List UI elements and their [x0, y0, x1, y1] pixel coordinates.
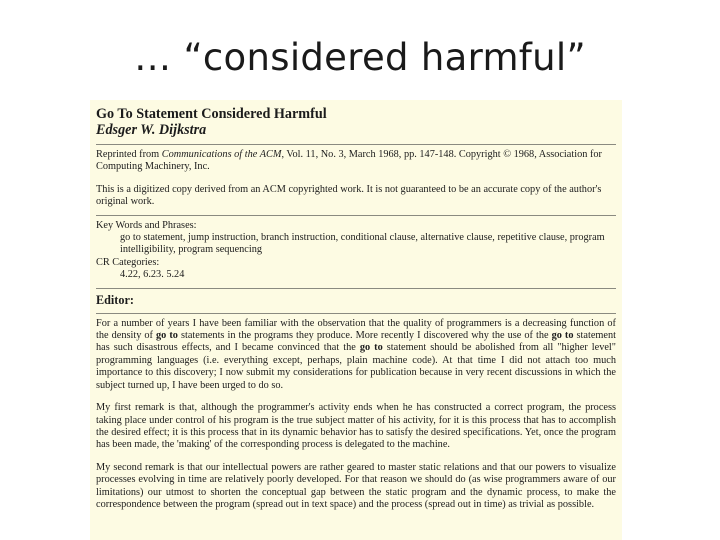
divider — [96, 313, 616, 314]
paragraph-3: My second remark is that our intellectual powers are rather geared to master static relations and that our powers to visualize processes evolving in time are relatively poorly developed. For that reason we should do (as wise programmers aware of our limitations) our utmost to shorten the conceptual gap between the static program and the dynamic process, to make the correspondence between the program (spread out in text space) and the process (spread out in time) as trivial as possible. — [96, 461, 616, 510]
reprint-note — [96, 149, 616, 174]
cr-categories-values: 4.22, 6.23. 5.24 — [120, 269, 185, 281]
divider — [96, 144, 616, 145]
journal-name: Communications of the ACM — [161, 149, 282, 160]
paragraph-1-text-b: statements in the programs they produce. More recently I discovered why the use of the — [177, 330, 552, 342]
keyword-go-to: go to — [551, 330, 574, 342]
keyword-go-to: go to — [156, 330, 178, 342]
reprint-suffix: , Vol. 11, No. 3, March 1968, pp. 147-148. Copyright © 1968, Association for Computing Machinery, Inc. — [96, 149, 602, 173]
paragraph-1-text-c: statement has such disastrous effects, and I became convinced that the — [96, 330, 617, 354]
paragraph-2: My first remark is that, although the programmer's activity ends when he has constructed a correct program, the process taking place under control of his program is the true subject matter of his activity, for it is this process that has to accomplish the desired effect; it is this process that in its dynamic behavior has to satisfy the desired specifications. Yet, once the program has been made, the 'making' of the corresponding process is delegated to the machine. — [96, 402, 616, 451]
paragraph-1-text-d: statement should be abolished from all "higher level" programming languages (i.e. everything except, perhaps, plain machine code). At that time I did not attach too much importance to this discovery; I now submit my considerations for publication because in very recent discussions in which the subject turned up, I have been urged to do so. — [96, 342, 616, 391]
divider — [96, 288, 616, 289]
paper-author: Edsger W. Dijkstra — [96, 122, 207, 138]
keyword-go-to: go to — [359, 342, 383, 354]
cr-categories-label: CR Categories: — [96, 256, 160, 268]
keywords-label: Key Words and Phrases: — [96, 219, 197, 231]
paper-title: Go To Statement Considered Harmful — [96, 106, 327, 122]
paragraph-1-text-a: For a number of years I have been familiar with the observation that the quality of programmers is a decreasing function of the density of — [96, 317, 616, 342]
slide-title: … “considered harmful” — [134, 36, 586, 79]
digitized-note: This is a digitized copy derived from an ACM copyrighted work. It is not guaranteed to be an accurate copy of the author's original work. — [96, 183, 602, 208]
reprint-prefix: Reprinted from — [96, 149, 162, 160]
paragraph-1 — [96, 318, 616, 392]
scanned-document-image — [90, 100, 622, 540]
divider — [96, 215, 616, 216]
editor-heading: Editor: — [96, 292, 134, 307]
keywords-list: go to statement, jump instruction, branch instruction, conditional clause, alternative clause, repetitive clause, program intelligibility, program sequencing — [120, 232, 605, 256]
